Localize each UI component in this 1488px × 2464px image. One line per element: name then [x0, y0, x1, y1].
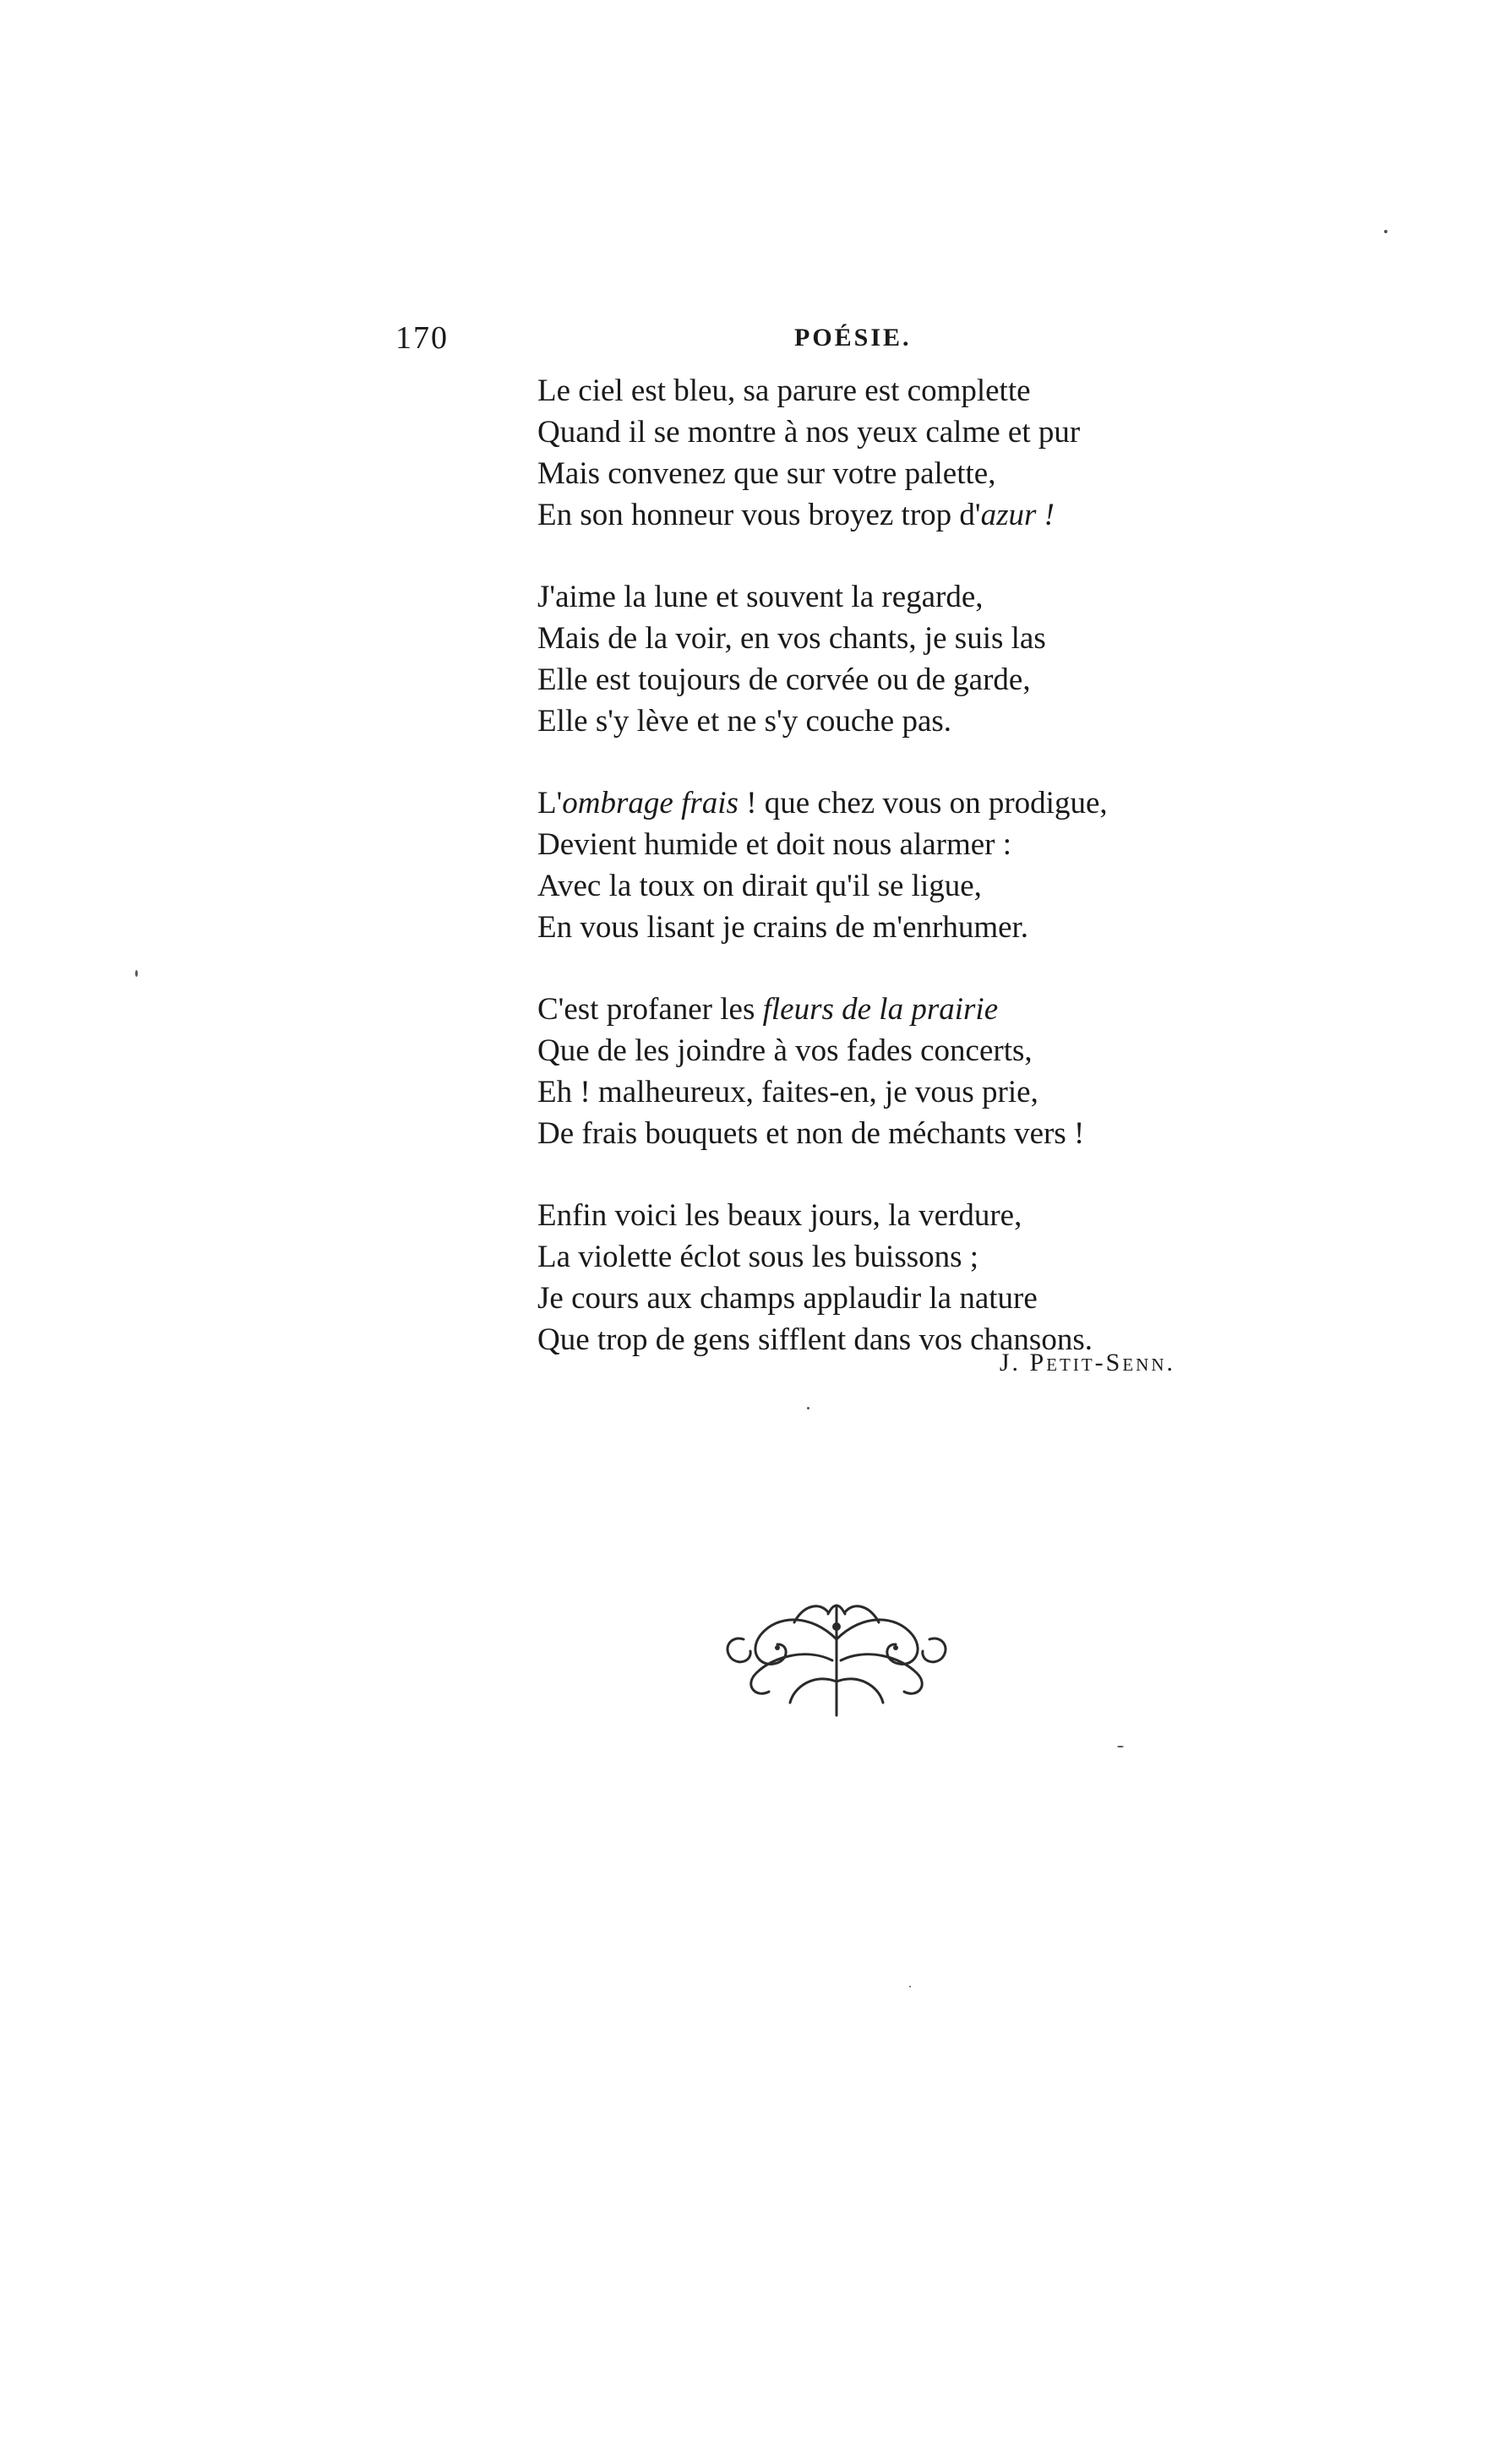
poem-line [537, 494, 1180, 536]
poem-line [537, 907, 1180, 948]
poem-line [537, 659, 1180, 700]
scan-speck [807, 1407, 809, 1409]
scan-speck [909, 1986, 911, 1987]
line-text: De frais bouquets et non de méchants vers ! [537, 1116, 1085, 1151]
line-text: Je cours aux champs applaudir la nature [537, 1281, 1038, 1316]
poem-line [537, 1071, 1180, 1113]
poem-line [537, 576, 1180, 618]
line-text: Mais convenez que sur votre palette, [537, 456, 996, 491]
stanza [537, 1195, 1180, 1360]
poem-line [537, 412, 1180, 453]
italic-text: fleurs de la prairie [762, 992, 999, 1027]
poem [537, 370, 1180, 1401]
signature: J. Petit-Senn. [999, 1349, 1175, 1376]
stanza [537, 576, 1180, 742]
floral-vignette-icon [710, 1589, 963, 1724]
stanza [537, 989, 1180, 1154]
line-text: Le ciel est bleu, sa parure est complette [537, 373, 1031, 408]
poem-line [537, 370, 1180, 412]
running-header: POÉSIE. [794, 324, 912, 352]
line-text: La violette éclot sous les buissons ; [537, 1240, 979, 1274]
scan-speck [1384, 230, 1387, 233]
line-text: J'aime la lune et souvent la regarde, [537, 580, 984, 614]
stanza [537, 370, 1180, 536]
line-text: Que de les joindre à vos fades concerts, [537, 1033, 1033, 1068]
line-text: C'est profaner les [537, 992, 763, 1027]
line-text: Que trop de gens sifflent dans vos chansons. [537, 1322, 1093, 1357]
line-text: Avec la toux on dirait qu'il se ligue, [537, 869, 982, 903]
poem-line [537, 618, 1180, 659]
italic-text: azur ! [980, 498, 1055, 532]
poem-line [537, 453, 1180, 494]
line-text: Mais de la voir, en vos chants, je suis las [537, 621, 1046, 656]
line-text: Eh ! malheureux, faites-en, je vous prie, [537, 1075, 1038, 1109]
italic-text: ombrage frais [562, 786, 739, 820]
poem-line [537, 1195, 1180, 1236]
stanza [537, 782, 1180, 948]
line-text: ! que chez vous on prodigue, [738, 786, 1108, 820]
poem-line [537, 824, 1180, 865]
scan-speck [1117, 1746, 1124, 1747]
poem-line [537, 1030, 1180, 1071]
line-text: En son honneur vous broyez trop d' [537, 498, 981, 532]
line-text: Quand il se montre à nos yeux calme et pur [537, 415, 1081, 450]
poem-line [537, 1113, 1180, 1154]
line-text: Enfin voici les beaux jours, la verdure, [537, 1198, 1022, 1233]
page-number: 170 [395, 320, 449, 356]
poem-line [537, 1236, 1180, 1278]
scan-speck [135, 970, 138, 977]
line-text: Devient humide et doit nous alarmer : [537, 827, 1012, 862]
line-text: En vous lisant je crains de m'enrhumer. [537, 910, 1029, 945]
line-text: Elle s'y lève et ne s'y couche pas. [537, 704, 952, 739]
line-text: L' [537, 786, 563, 820]
poem-line [537, 700, 1180, 742]
poem-line [537, 865, 1180, 907]
poem-line [537, 989, 1180, 1030]
poem-line [537, 1278, 1180, 1319]
poem-line [537, 782, 1180, 824]
line-text: Elle est toujours de corvée ou de garde, [537, 662, 1031, 697]
